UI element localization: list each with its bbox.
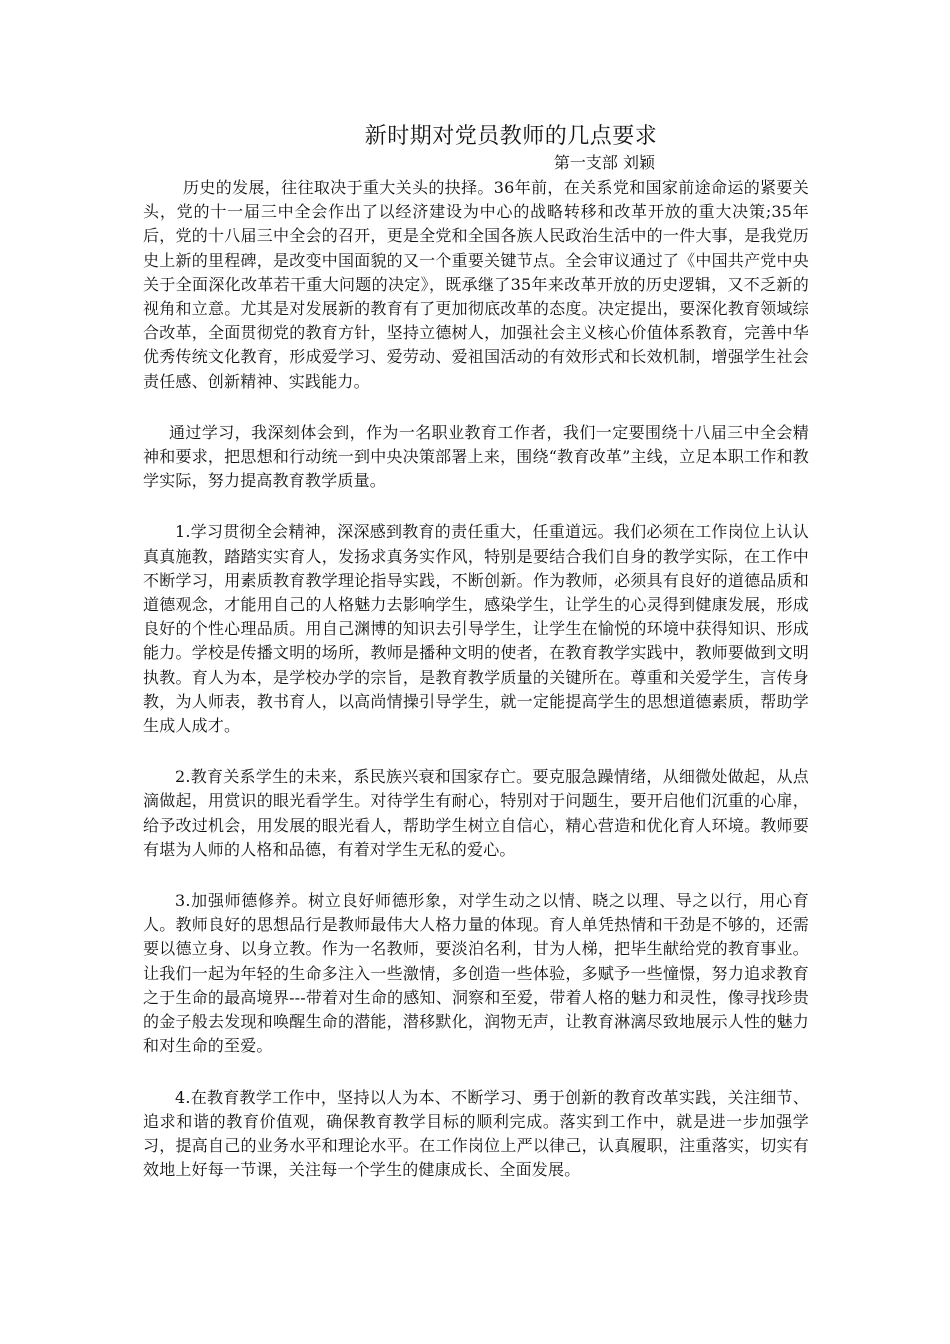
- paragraph-point-2: 2.教育关系学生的未来，系民族兴衰和国家存亡。要克服急躁情绪，从细微处做起，从点滴做起，用赏识的眼光看学生。对待学生有耐心，特别对于问题生，要开启他们沉重的心扉，给予改过机会，用发展的眼光看人，帮助学生树立自信心，精心营造和优化育人环境。教师要有堪为人师的人格和品德，有着对学生无私的爱心。: [143, 767, 809, 859]
- paragraph-point-1: 1.学习贯彻全会精神，深深感到教育的责任重大，任重道远。我们必须在工作岗位上认认真真施教，踏踏实实育人，发扬求真务实作风，特别是要结合我们自身的教学实际，在工作中不断学习，用素质教育教学理论指导实践，不断创新。作为教师，必须具有良好的道德品质和道德观念，才能用自己的人格魅力去影响学生，感染学生，让学生的心灵得到健康发展，形成良好的个性心理品质。用自己渊博的知识去引导学生，让学生在愉悦的环境中获得知识、形成能力。学校是传播文明的场所，教师是播种文明的使者，在教育教学实践中，教师要做到文明执教。育人为本，是学校办学的宗旨，是教育教学质量的关键所在。尊重和关爱学生，言传身教，为人师表，教书育人，以高尚情操引导学生，就一定能提高学生的思想道德素质，帮助学生成人成才。: [143, 522, 809, 736]
- paragraph-intro: 历史的发展，往往取决于重大关头的抉择。36年前，在关系党和国家前途命运的紧要关头，党的十一届三中全会作出了以经济建设为中心的战略转移和改革开放的重大决策;35年后，党的十八届三中全会的召开，更是全党和全国各族人民政治生活中的一件大事，是我党历史上新的里程碑，是改变中国面貌的又一个重要关键节点。全会审议通过了《中国共产党中央关于全面深化改革若干重大问题的决定》，既承继了35年来改革开放的历史逻辑，又不乏新的视角和立意。尤其是对发展新的教育有了更加彻底改革的态度。决定提出，要深化教育领域综合改革，全面贯彻党的教育方针，坚持立德树人，加强社会主义核心价值体系教育，完善中华优秀传统文化教育，形成爱学习、爱劳动、爱祖国活动的有效形式和长效机制，增强学生社会责任感、创新精神、实践能力。: [143, 178, 809, 391]
- document-title: 新时期对党员教师的几点要求: [364, 124, 658, 149]
- paragraph-reflection: 通过学习，我深刻体会到，作为一名职业教育工作者，我们一定要围绕十八届三中全会精神和要求，把思想和行动统一到中央决策部署上来，围绕“教育改革”主线，立足本职工作和教学实际，努力提高教育教学质量。: [143, 422, 809, 491]
- document-author: 第一支部 刘颖: [553, 153, 655, 172]
- paragraph-point-4: 4.在教育教学工作中，坚持以人为本、不断学习、勇于创新的教育改革实践，关注细节、追求和谐的教育价值观，确保教育教学目标的顺利完成。落实到工作中，就是进一步加强学习，提高自己的业务水平和理论水平。在工作岗位上严以律己，认真履职，注重落实，切实有效地上好每一节课，关注每一个学生的健康成长、全面发展。: [143, 1087, 809, 1180]
- paragraph-point-3: 3.加强师德修养。树立良好师德形象，对学生动之以情、晓之以理、导之以行，用心育人。教师良好的思想品行是教师最伟大人格力量的体现。育人单凭热情和干劲是不够的，还需要以德立身、以身立教。作为一名教师，要淡泊名利，甘为人梯，把毕生献给党的教育事业。让我们一起为年轻的生命多注入一些激情，多创造一些体验，多赋予一些憧憬，努力追求教育之于生命的最高境界---带着对生命的感知、洞察和至爱，带着人格的魅力和灵性，像寻找珍贵的金子般去发现和唤醒生命的潜能，潜移默化，润物无声，让教育淋漓尽致地展示人性的魅力和对生命的至爱。: [143, 891, 809, 1056]
- document-page: [143, 122, 809, 1182]
